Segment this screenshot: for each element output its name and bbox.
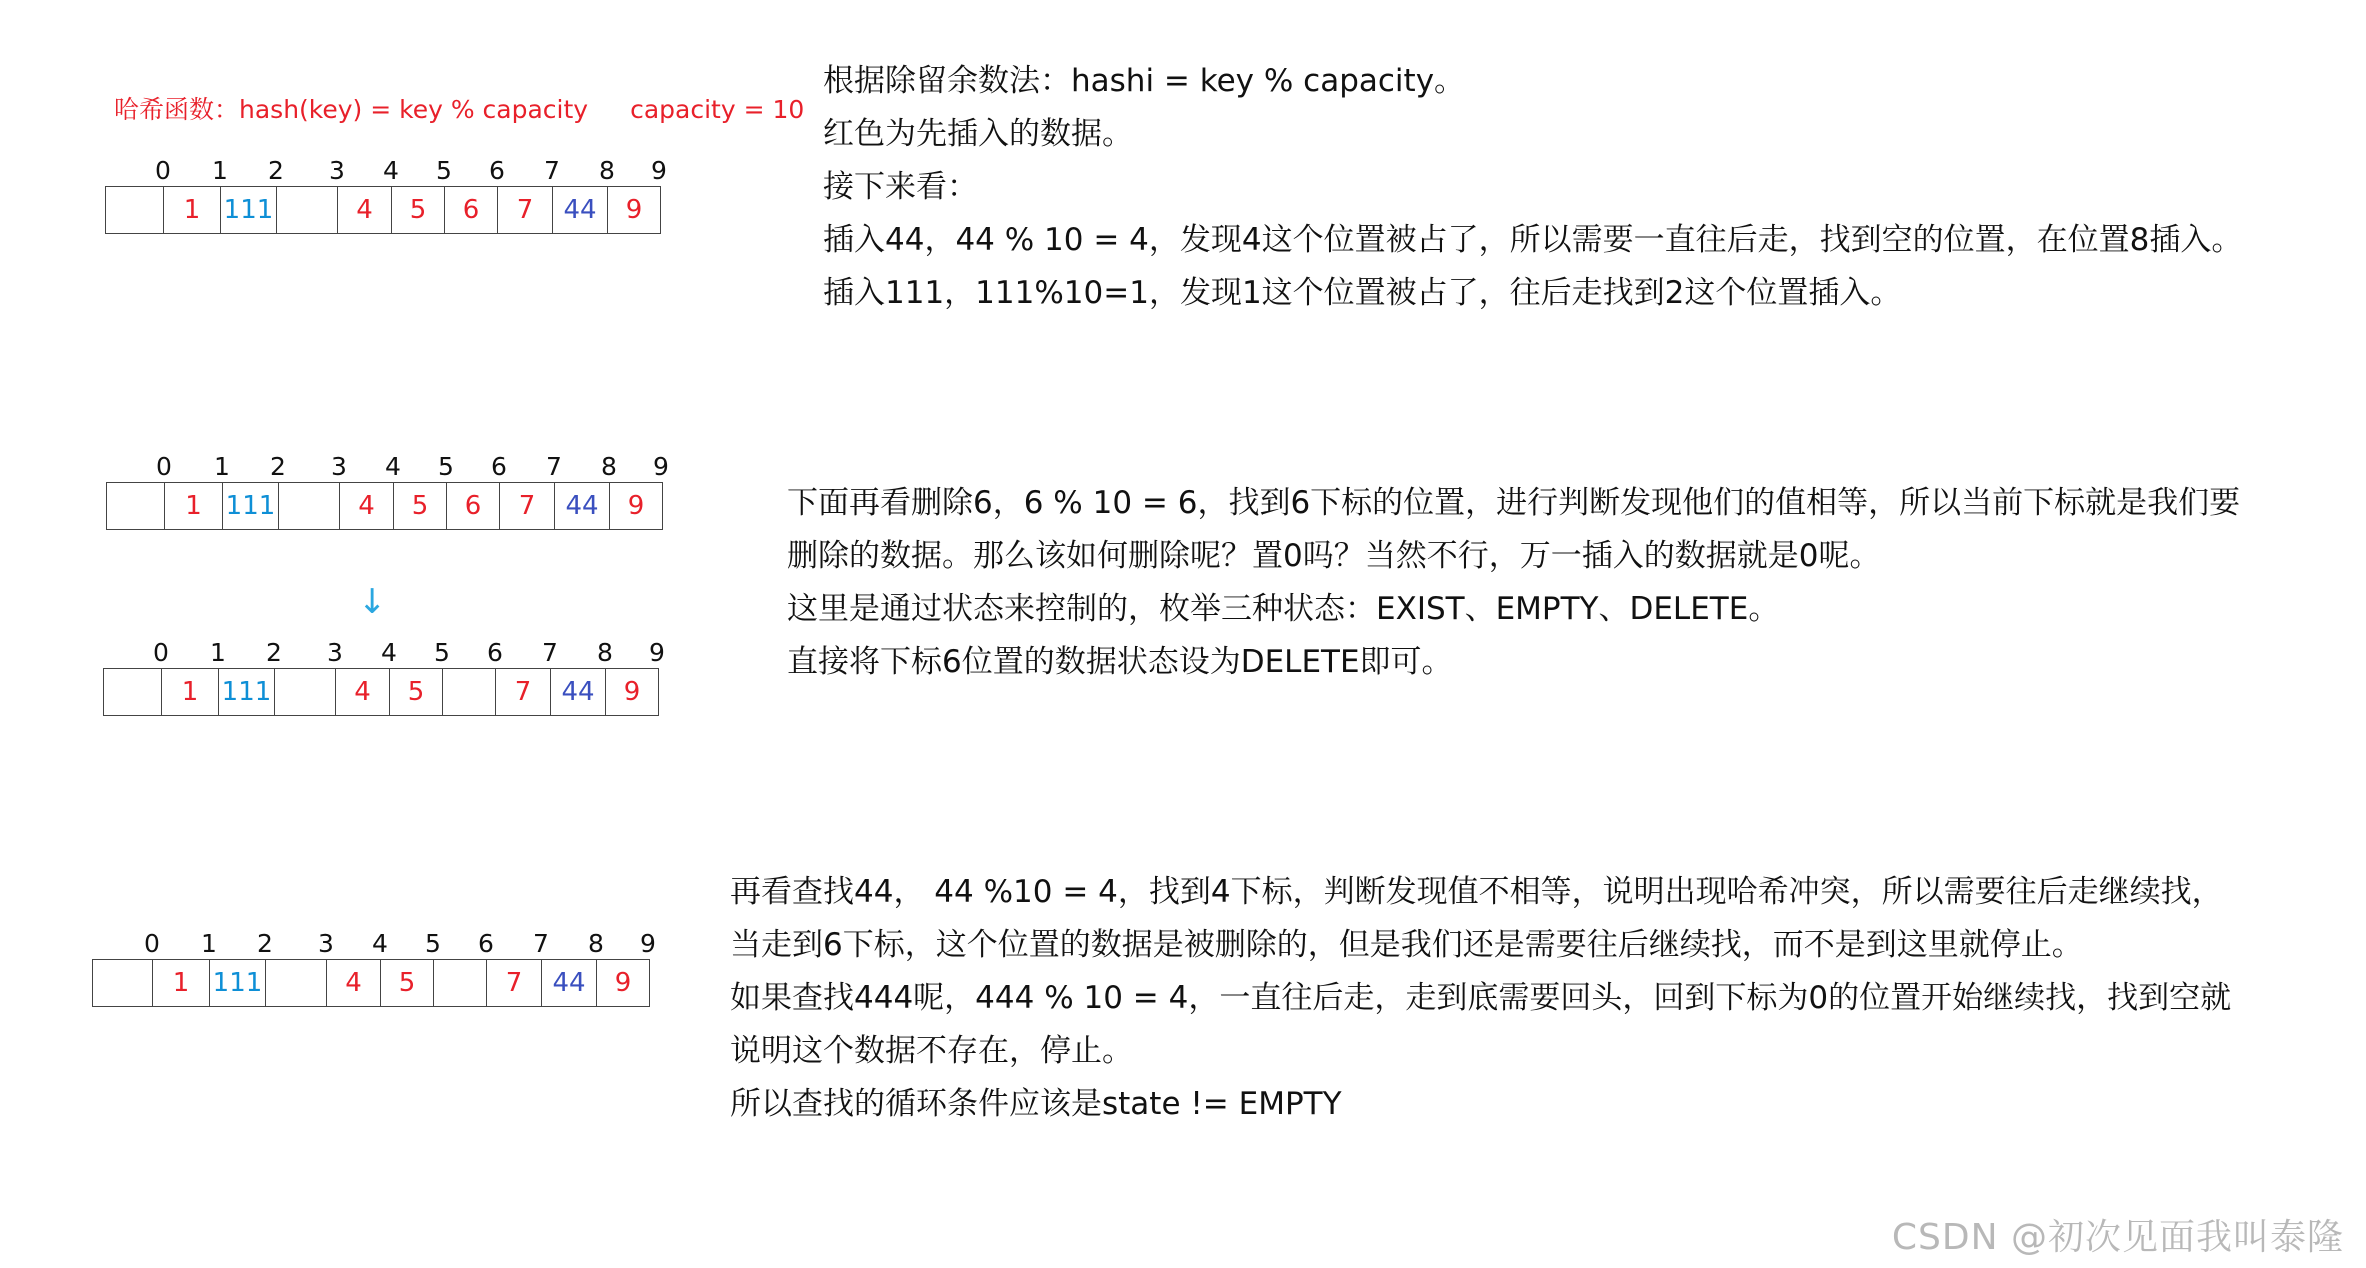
table-cells (103, 668, 659, 716)
index-label: 3 (318, 929, 334, 958)
index-label: 8 (601, 452, 617, 481)
index-label: 2 (270, 452, 286, 481)
table-cell: 44 (555, 483, 610, 529)
table-cell: 9 (627, 491, 645, 521)
index-label: 0 (153, 638, 169, 667)
index-label: 6 (478, 929, 494, 958)
index-label: 8 (599, 156, 615, 185)
table-cell (275, 669, 336, 715)
table-cell (277, 187, 338, 233)
index-label: 0 (144, 929, 160, 958)
hash-table-find (92, 929, 692, 998)
table-cell: 111 (223, 483, 279, 529)
find-explanation (730, 866, 2231, 1131)
index-label: 1 (212, 156, 228, 185)
table-cell: 9 (614, 968, 632, 998)
index-label: 6 (491, 452, 507, 481)
index-label: 2 (268, 156, 284, 185)
table-cell: 111 (221, 187, 277, 233)
index-label: 6 (489, 156, 505, 185)
down-arrow-icon: ↓ (358, 582, 387, 622)
table-cell: 1 (162, 669, 219, 715)
index-label: 3 (327, 638, 343, 667)
index-label: 1 (201, 929, 217, 958)
index-label: 0 (155, 156, 171, 185)
index-label: 5 (438, 452, 454, 481)
hash-table-after-insert (105, 156, 705, 225)
table-cell: 5 (390, 669, 443, 715)
index-label: 7 (544, 156, 560, 185)
table-cell (93, 960, 153, 1006)
text-line: 插入44，44 % 10 = 4，发现4这个位置被占了，所以需要一直往后走，找到空的位置，在位置8插入。 (823, 222, 2243, 258)
deleted-cell (434, 960, 487, 1006)
table-cell: 4 (338, 187, 392, 233)
index-label: 7 (546, 452, 562, 481)
text-line: 下面再看删除6，6 % 10 = 6，找到6下标的位置，进行判断发现他们的值相等，所以当前下标就是我们要 (787, 485, 2241, 521)
index-label: 3 (329, 156, 345, 185)
text-line: 接下来看： (823, 169, 978, 205)
table-cell: 6 (445, 187, 498, 233)
index-label: 7 (542, 638, 558, 667)
table-cells (106, 482, 663, 530)
index-label: 4 (385, 452, 401, 481)
index-label: 7 (533, 929, 549, 958)
table-cell: 6 (447, 483, 500, 529)
index-label: 0 (156, 452, 172, 481)
table-cell (266, 960, 327, 1006)
text-line: 直接将下标6位置的数据状态设为DELETE即可。 (787, 644, 1453, 680)
index-label: 4 (381, 638, 397, 667)
text-line: 删除的数据。那么该如何删除呢？置0吗？当然不行，万一插入的数据就是0呢。 (787, 538, 1881, 574)
table-cell: 9 (625, 195, 643, 225)
hash-table-after-delete (103, 638, 703, 707)
table-cell: 44 (553, 187, 608, 233)
index-label: 2 (266, 638, 282, 667)
index-label: 4 (372, 929, 388, 958)
text-line: 再看查找44， 44 %10 = 4，找到4下标，判断发现值不相等，说明出现哈希冲突，所以需要往后走继续找， (730, 874, 2223, 910)
deleted-cell (443, 669, 496, 715)
index-label: 5 (434, 638, 450, 667)
text-line: 这里是通过状态来控制的，枚举三种状态：EXIST、EMPTY、DELETE。 (787, 591, 1780, 627)
table-cell: 1 (153, 960, 210, 1006)
text-line: 如果查找444呢，444 % 10 = 4，一直往后走，走到底需要回头，回到下标为0的位置开始继续找，找到空就 (730, 980, 2232, 1016)
hash-func-text: 哈希函数：hash(key) = key % capacity (114, 95, 589, 124)
text-line: 插入111，111%10=1，发现1这个位置被占了，往后走找到2这个位置插入。 (823, 275, 1902, 311)
table-cell: 4 (327, 960, 381, 1006)
table-cell: 44 (551, 669, 606, 715)
table-cells (105, 186, 661, 234)
index-row (105, 156, 705, 186)
text-line: 说明这个数据不存在，停止。 (730, 1033, 1133, 1069)
insert-explanation (823, 55, 2242, 320)
table-cell: 111 (210, 960, 266, 1006)
index-label: 4 (383, 156, 399, 185)
index-label: 2 (257, 929, 273, 958)
index-row (92, 929, 692, 959)
index-label: 6 (487, 638, 503, 667)
table-cell: 5 (392, 187, 445, 233)
hash-function-label (114, 90, 804, 126)
index-label: 1 (214, 452, 230, 481)
index-label: 9 (653, 452, 669, 481)
index-label: 9 (640, 929, 656, 958)
table-cell: 5 (394, 483, 447, 529)
index-label: 9 (649, 638, 665, 667)
index-label: 5 (436, 156, 452, 185)
watermark: CSDN @初次见面我叫泰隆 (1891, 1217, 2344, 1258)
capacity-text: capacity = 10 (630, 95, 805, 124)
table-cell: 7 (496, 669, 551, 715)
table-cell: 111 (219, 669, 275, 715)
table-cell: 1 (165, 483, 223, 529)
table-cell (106, 187, 164, 233)
text-line: 当走到6下标，这个位置的数据是被删除的，但是我们还是需要往后继续找，而不是到这里就停止。 (730, 927, 2083, 963)
index-row (103, 638, 703, 668)
index-row (106, 452, 706, 482)
table-cell (104, 669, 162, 715)
text-line: 根据除留余数法：hashi = key % capacity。 (823, 63, 1466, 99)
index-label: 3 (331, 452, 347, 481)
index-label: 8 (597, 638, 613, 667)
index-label: 9 (651, 156, 667, 185)
index-label: 8 (588, 929, 604, 958)
text-line: 红色为先插入的数据。 (823, 116, 1133, 152)
table-cell: 7 (500, 483, 555, 529)
table-cells (92, 959, 650, 1007)
table-cell: 7 (498, 187, 553, 233)
table-cell: 4 (340, 483, 394, 529)
hash-table-before-delete (106, 452, 706, 521)
table-cell: 4 (336, 669, 390, 715)
table-cell: 1 (164, 187, 221, 233)
text-line: 所以查找的循环条件应该是state != EMPTY (730, 1086, 1342, 1122)
delete-explanation (787, 477, 2240, 689)
table-cell: 7 (487, 960, 542, 1006)
table-cell: 5 (381, 960, 434, 1006)
index-label: 5 (425, 929, 441, 958)
table-cell (107, 483, 165, 529)
table-cell (279, 483, 340, 529)
index-label: 1 (210, 638, 226, 667)
table-cell: 9 (623, 677, 641, 707)
table-cell: 44 (542, 960, 597, 1006)
